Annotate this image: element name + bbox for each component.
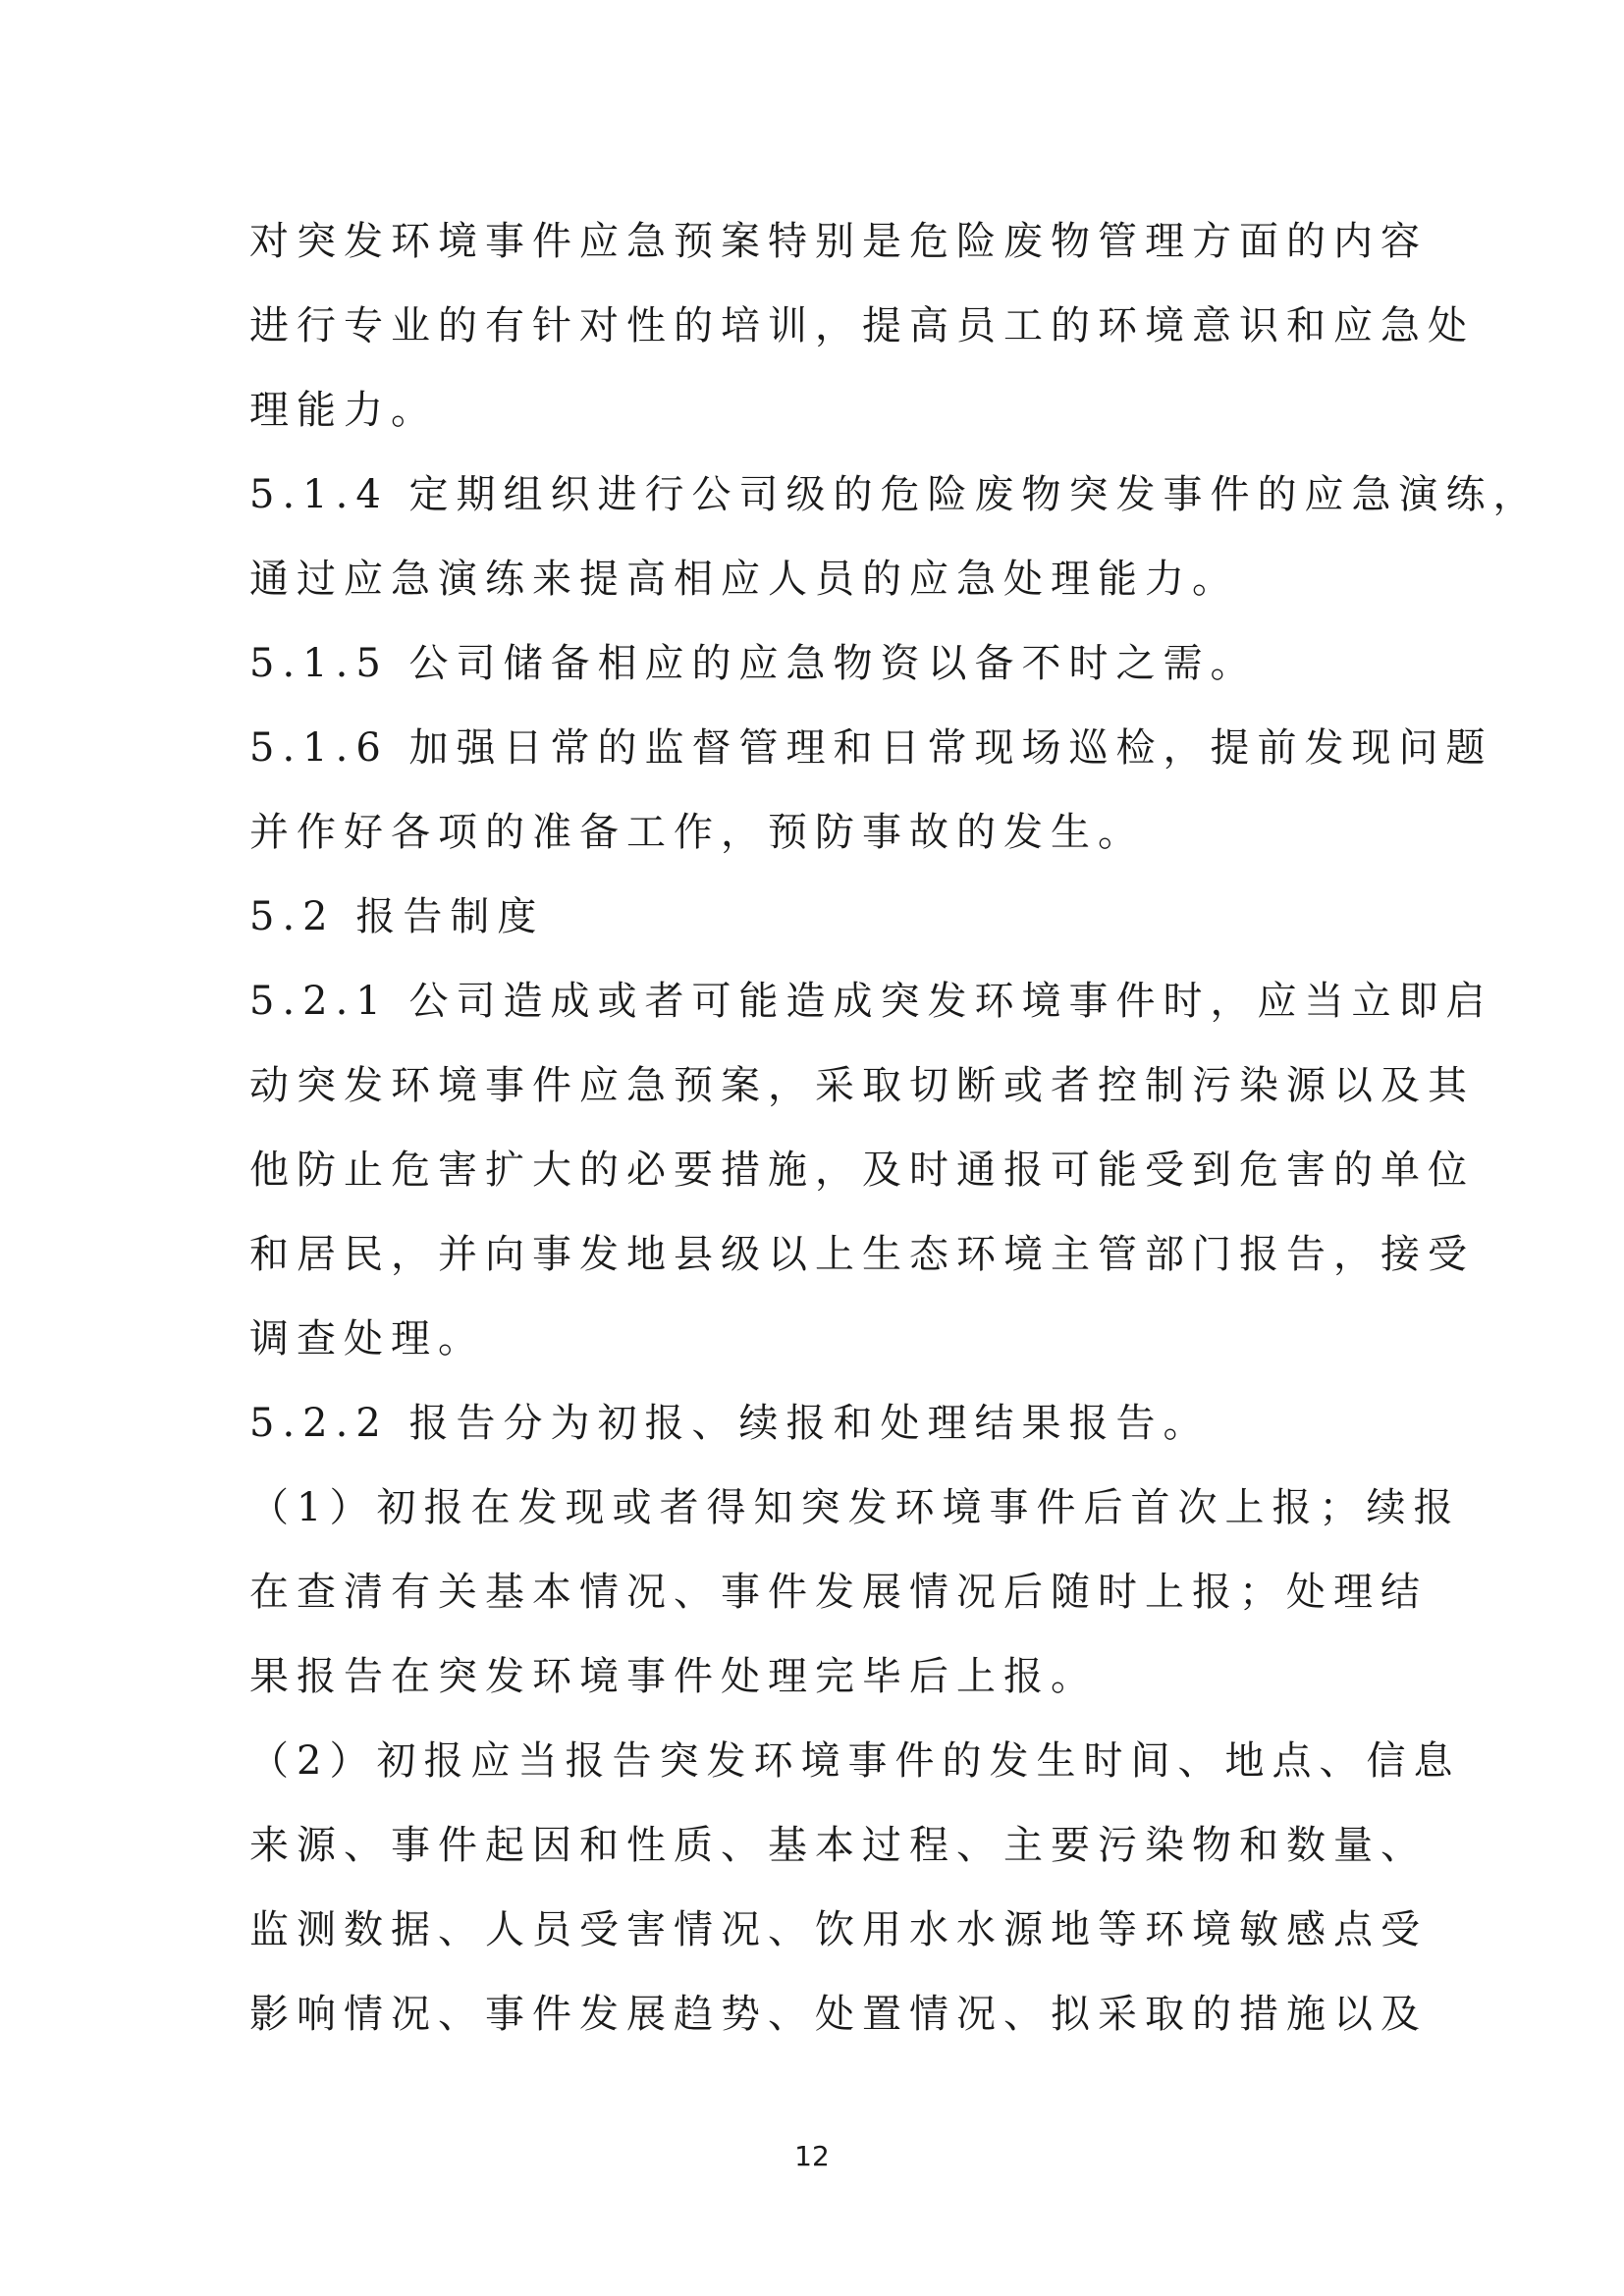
section-heading: 5.2 报告制度 (249, 894, 545, 939)
text-line: 来源、事件起因和性质、基本过程、主要污染物和数量、 (249, 1823, 1428, 1868)
text-line: 影响情况、事件发展趋势、处置情况、拟采取的措施以及 (249, 1992, 1428, 2037)
text-line: 5.2.1 公司造成或者可能造成突发环境事件时，应当立即启 (249, 979, 1493, 1024)
text-line: 和居民，并向事发地县级以上生态环境主管部门报告，接受 (249, 1232, 1475, 1277)
text-line: 5.1.4 定期组织进行公司级的危险废物突发事件的应急演练， (249, 472, 1541, 517)
text-line: 5.1.6 加强日常的监督管理和日常现场巡检，提前发现问题 (249, 725, 1493, 771)
text-line: 进行专业的有针对性的培训，提高员工的环境意识和应急处 (249, 303, 1475, 348)
text-line: 调查处理。 (249, 1316, 485, 1362)
text-line: 对突发环境事件应急预案特别是危险废物管理方面的内容 (249, 219, 1428, 264)
text-line: 在查清有关基本情况、事件发展情况后随时上报；处理结 (249, 1570, 1428, 1615)
text-line: 监测数据、人员受害情况、饮用水水源地等环境敏感点受 (249, 1907, 1428, 1952)
text-line: 通过应急演练来提高相应人员的应急处理能力。 (249, 557, 1239, 602)
text-line: （1）初报在发现或者得知突发环境事件后首次上报；续报 (249, 1485, 1461, 1530)
text-line: 并作好各项的准备工作，预防事故的发生。 (249, 810, 1145, 855)
text-line: 5.1.5 公司储备相应的应急物资以备不时之需。 (249, 641, 1258, 686)
text-line: 他防止危害扩大的必要措施，及时通报可能受到危害的单位 (249, 1148, 1475, 1193)
text-line: 动突发环境事件应急预案，采取切断或者控制污染源以及其 (249, 1063, 1475, 1108)
text-line: （2）初报应当报告突发环境事件的发生时间、地点、信息 (249, 1738, 1461, 1784)
text-line: 5.2.2 报告分为初报、续报和处理结果报告。 (249, 1401, 1211, 1446)
page-number: 12 (794, 2140, 830, 2172)
text-line: 理能力。 (249, 388, 438, 433)
text-line: 果报告在突发环境事件处理完毕后上报。 (249, 1654, 1098, 1699)
